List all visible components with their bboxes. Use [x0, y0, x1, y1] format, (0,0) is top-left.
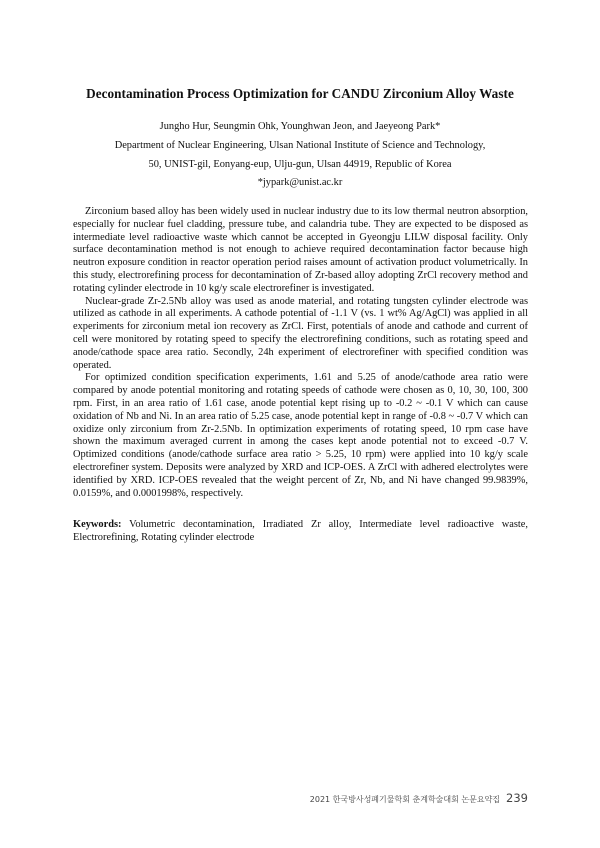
- keywords-list: Volumetric decontamination, Irradiated Zr alloy, Intermediate level radioactive waste, Electrorefining, Rotating cylinder electrode: [73, 519, 528, 543]
- corresponding-email: *jypark@unist.ac.kr: [257, 177, 343, 188]
- abstract-paragraph-3: For optimized condition specification experiments, 1.61 and 5.25 of anode/cathode area ratio were compared by anode potential monitoring and rotating speeds of cathode were chosen as 0, 10, 30, 100, 300 rpm. First, in an area ratio of 1.61 case, anode potential kept rising up to -0.2 ~ -0.1 V which can cause oxidation of Nb and Ni. In an area ratio of 5.25 case, anode potential kept in range of -0.8 ~ -0.7 V which can oxidize only zirconium from Zr-2.5Nb. In optimization experiments of rotating speed, 10 rpm case have shown the maximum averaged current in among the cases kept anode potential not to exceed -0.7 V. Optimized conditions (anode/cathode surface area ratio > 5.25, 10 rpm) were applied into 10 kg/y scale electrorefiner system. Deposits were analyzed by XRD and ICP-OES. A ZrCl with adhered electrolytes were identified by XRD. ICP-OES revealed that the weight percent of Zr, Nb, and Ni have changed 99.9839%, 0.0159%, and 0.0001998%, respectively.: [73, 372, 528, 499]
- author-list: Jungho Hur, Seungmin Ohk, Younghwan Jeon, and Jaeyeong Park*: [159, 121, 441, 132]
- proceedings-title: 2021 한국방사성폐기물학회 춘계학술대회 논문요약집: [309, 795, 501, 804]
- page-number: 239: [506, 791, 528, 805]
- abstract-body: [73, 206, 528, 500]
- page-footer: [310, 791, 528, 805]
- affiliation-line-1: Department of Nuclear Engineering, Ulsan National Institute of Science and Technology,: [114, 140, 486, 151]
- keywords-section: [73, 519, 528, 545]
- affiliation-line-2: 50, UNIST-gil, Eonyang-eup, Ulju-gun, Ulsan 44919, Republic of Korea: [148, 159, 452, 170]
- paper-title: Decontamination Process Optimization for CANDU Zirconium Alloy Waste: [86, 86, 514, 101]
- keywords-label: Keywords:: [73, 519, 122, 530]
- abstract-paragraph-1: Zirconium based alloy has been widely used in nuclear industry due to its low thermal neutron absorption, especially for nuclear fuel cladding, pressure tube, and calandria tube. They are expected to be disposed as intermediate level radioactive waste which cannot be accepted in Gyeongju LILW disposal facility. Only surface decontamination method is not enough to achieve required decontamination factor because high neutron exposure condition in reactor operation period raises amount of activation product volumetrically. In this study, electrorefining process for decontamination of Zr-based alloy adopting ZrCl recovery method and rotating cylinder electrode in 10 kg/y scale electrorefiner is investigated.: [73, 206, 528, 294]
- abstract-paragraph-2: Nuclear-grade Zr-2.5Nb alloy was used as anode material, and rotating tungsten cylinder electrode was utilized as cathode in all experiments. A cathode potential of -1.1 V (vs. 1 wt% Ag/AgCl) was applied in all experiments for zirconium metal ion recovery as ZrCl. First, potentials of anode and cathode and current of cell were monitored by rotating speed to specify the electrorefining conditions, such as rotating speed and anode/cathode space area ratio. Secondly, 24h experiment of electrorefiner with specified condition was operated.: [73, 295, 528, 371]
